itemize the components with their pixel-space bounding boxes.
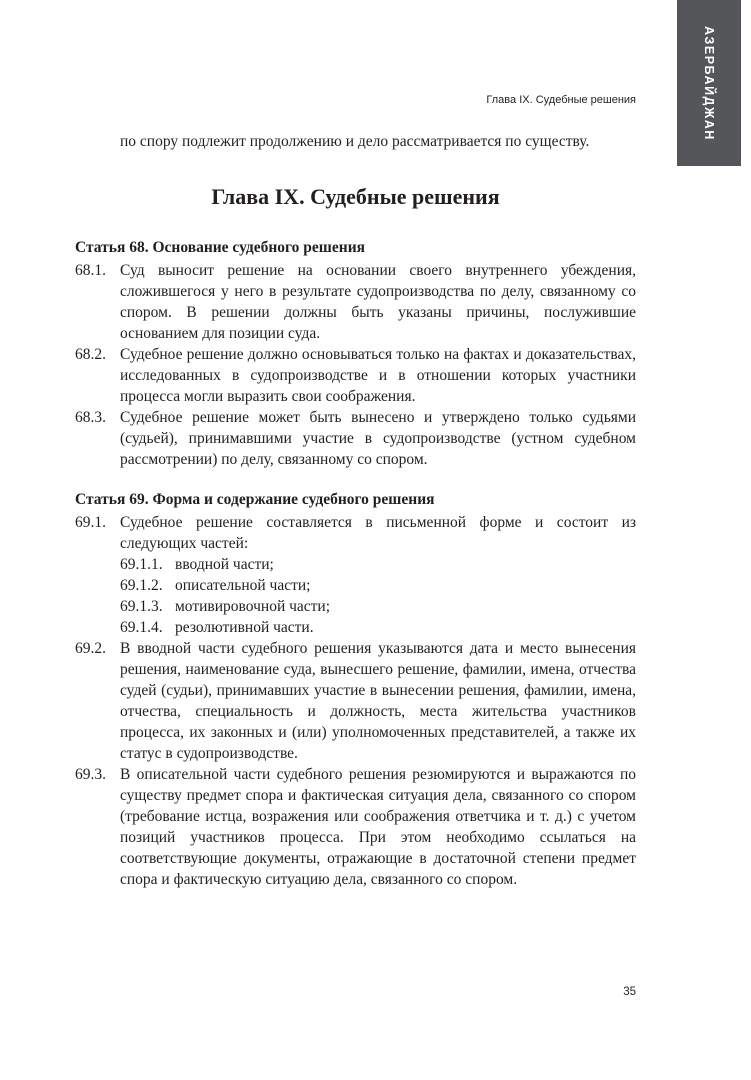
clause-number: 69.2. <box>75 640 106 657</box>
clause-68-1 <box>75 260 636 344</box>
subclause-text: резолютивной части. <box>175 619 314 636</box>
clause-69-3 <box>75 764 636 890</box>
clause-text: Суд выносит решение на основании своего внутреннего убеждения, сложившегося у него в результате судопроизводства по делу, связанному со спором. В решении должны быть указаны причины, послужившие основанием для позиции суда. <box>120 262 636 342</box>
clause-69-2 <box>75 638 636 764</box>
country-tab-label: АЗЕРБАЙДЖАН <box>702 25 716 141</box>
subclause-number: 69.1.2. <box>120 577 163 594</box>
country-tab <box>677 0 741 166</box>
clause-69-1-3 <box>120 596 636 617</box>
clause-text: Судебное решение составляется в письменной форме и состоит из следующих частей: <box>120 514 636 552</box>
clause-number: 69.3. <box>75 766 106 783</box>
clause-number: 69.1. <box>75 514 106 531</box>
article-69-heading: Статья 69. Форма и содержание судебного решения <box>75 491 435 508</box>
clause-text: В описательной части судебного решения резюмируются и выражаются по существу предмет спора и фактическая ситуация дела, связанного со спором (требование истца, возражения или соображения ответчика и т. д.) с учетом позиций участников процесса. При этом необходимо ссылаться на соответствующие документы, отражающие в достаточной степени предмет спора и фактическую ситуацию дела, связанного со спором. <box>120 766 636 888</box>
clause-number: 68.3. <box>75 409 106 426</box>
subclause-number: 69.1.3. <box>120 598 163 615</box>
clause-text: Судебное решение может быть вынесено и утверждено только судьями (судьей), принимавшими участие в судопроизводстве (устном судебном рассмотрении) по делу, связанному со спором. <box>120 409 636 468</box>
clause-text: Судебное решение должно основываться только на фактах и доказательствах, исследованных в судопроизводстве и в отношении которых участники процесса могли выразить свои соображения. <box>120 346 636 405</box>
article-68 <box>75 237 636 470</box>
chapter-title: Глава IX. Судебные решения <box>211 184 500 209</box>
clause-text: В вводной части судебного решения указываются дата и место вынесения решения, наименование суда, вынесшего решение, фамилии, имена, отчества судей (судьи), принимавших участие в вынесении решения, фамилии, имена, отчества, специальность и должность, места жительства участников процесса, их законных и (или) уполномоченных представителей, а также их статус в судопроизводстве. <box>120 640 636 762</box>
article-69 <box>75 489 636 890</box>
subclause-text: мотивировочной части; <box>175 598 331 615</box>
clause-69-1-1 <box>120 554 636 575</box>
clause-69-1 <box>75 512 636 638</box>
clause-number: 68.1. <box>75 262 106 279</box>
clause-68-2 <box>75 344 636 407</box>
subclause-number: 69.1.4. <box>120 619 163 636</box>
running-header: Глава IX. Судебные решения <box>486 94 636 106</box>
clause-number: 68.2. <box>75 346 106 363</box>
subclause-number: 69.1.1. <box>120 556 163 573</box>
subclause-text: вводной части; <box>175 556 274 573</box>
clause-68-3 <box>75 407 636 470</box>
continuation-paragraph: по спору подлежит продолжению и дело рассматривается по существу. <box>120 133 590 150</box>
clause-69-1-4 <box>120 617 636 638</box>
page-number: 35 <box>623 986 636 998</box>
subclause-text: описательной части; <box>175 577 311 594</box>
page-content <box>75 131 636 890</box>
article-68-heading: Статья 68. Основание судебного решения <box>75 239 366 256</box>
clause-69-1-2 <box>120 575 636 596</box>
